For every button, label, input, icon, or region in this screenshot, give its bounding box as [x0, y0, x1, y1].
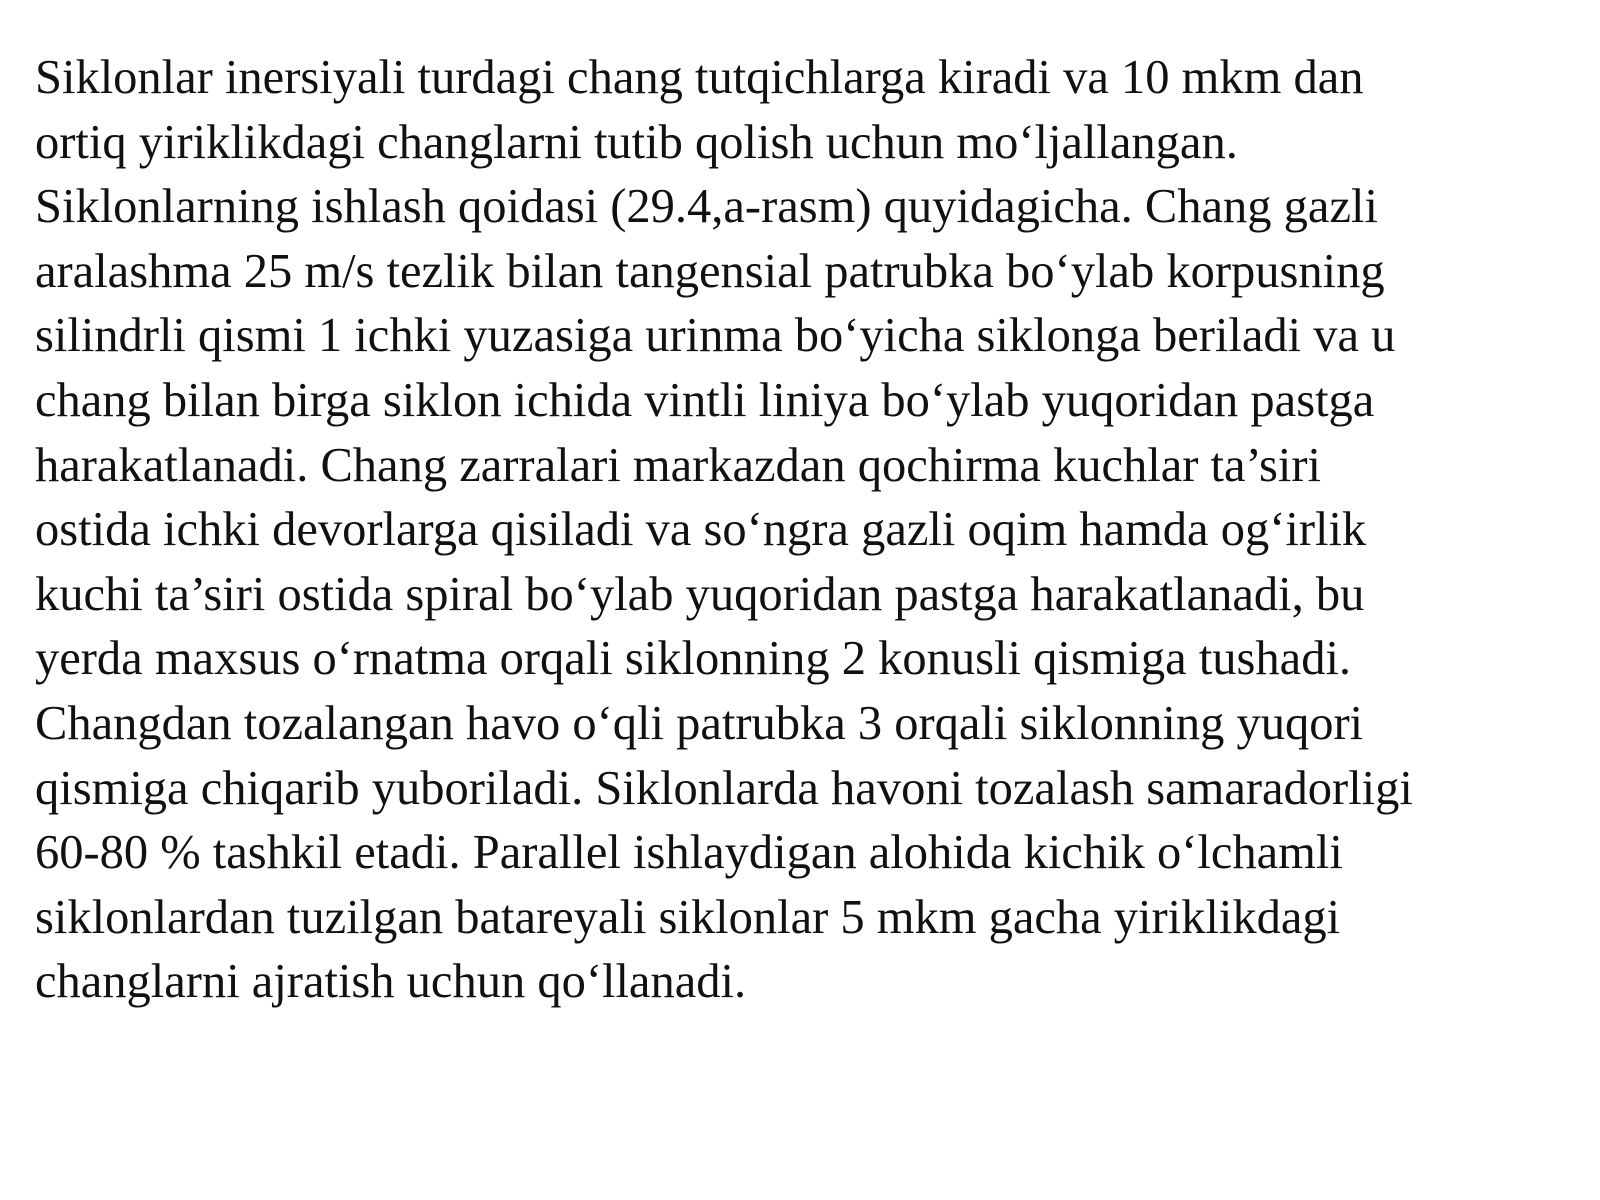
paragraph-line: chang bilan birga siklon ichida vintli liniya bo‘ylab yuqoridan pastga: [35, 373, 1375, 427]
paragraph-line: Changdan tozalangan havo o‘qli patrubka 3 orqali siklonning yuqori: [35, 696, 1364, 750]
paragraph-line: silindrli qismi 1 ichki yuzasiga urinma bo‘yicha siklonga beriladi va u: [35, 309, 1396, 363]
paragraph-line: qismiga chiqarib yuboriladi. Siklonlarda havoni tozalash samaradorligi: [35, 761, 1413, 815]
paragraph-line: Siklonlarning ishlash qoidasi (29.4,a-rasm) quyidagicha. Chang gazli: [35, 180, 1378, 234]
paragraph-line: ortiq yiriklikdagi changlarni tutib qolish uchun mo‘ljallangan.: [35, 115, 1238, 169]
paragraph-line: Siklonlar inersiyali turdagi chang tutqichlarga kiradi va 10 mkm dan: [35, 51, 1364, 104]
body-paragraph: [35, 46, 1575, 1015]
paragraph-line: changlarni ajratish uchun qo‘llanadi.: [35, 955, 747, 1009]
paragraph-line: kuchi ta’siri ostida spiral bo‘ylab yuqoridan pastga harakatlanadi, bu: [35, 567, 1365, 621]
paragraph-line: siklonlardan tuzilgan batareyali siklonlar 5 mkm gacha yiriklikdagi: [35, 890, 1341, 944]
paragraph-line: aralashma 25 m/s tezlik bilan tangensial patrubka bo‘ylab korpusning: [35, 244, 1385, 298]
paragraph-line: ostida ichki devorlarga qisiladi va so‘ngra gazli oqim hamda og‘irlik: [35, 503, 1367, 557]
paragraph-line: 60-80 % tashkil etadi. Parallel ishlaydigan alohida kichik o‘lchamli: [35, 826, 1343, 880]
paragraph-line: yerda maxsus o‘rnatma orqali siklonning 2 konusli qismiga tushadi.: [35, 632, 1352, 686]
paragraph-line: harakatlanadi. Chang zarralari markazdan qochirma kuchlar ta’siri: [35, 438, 1321, 492]
